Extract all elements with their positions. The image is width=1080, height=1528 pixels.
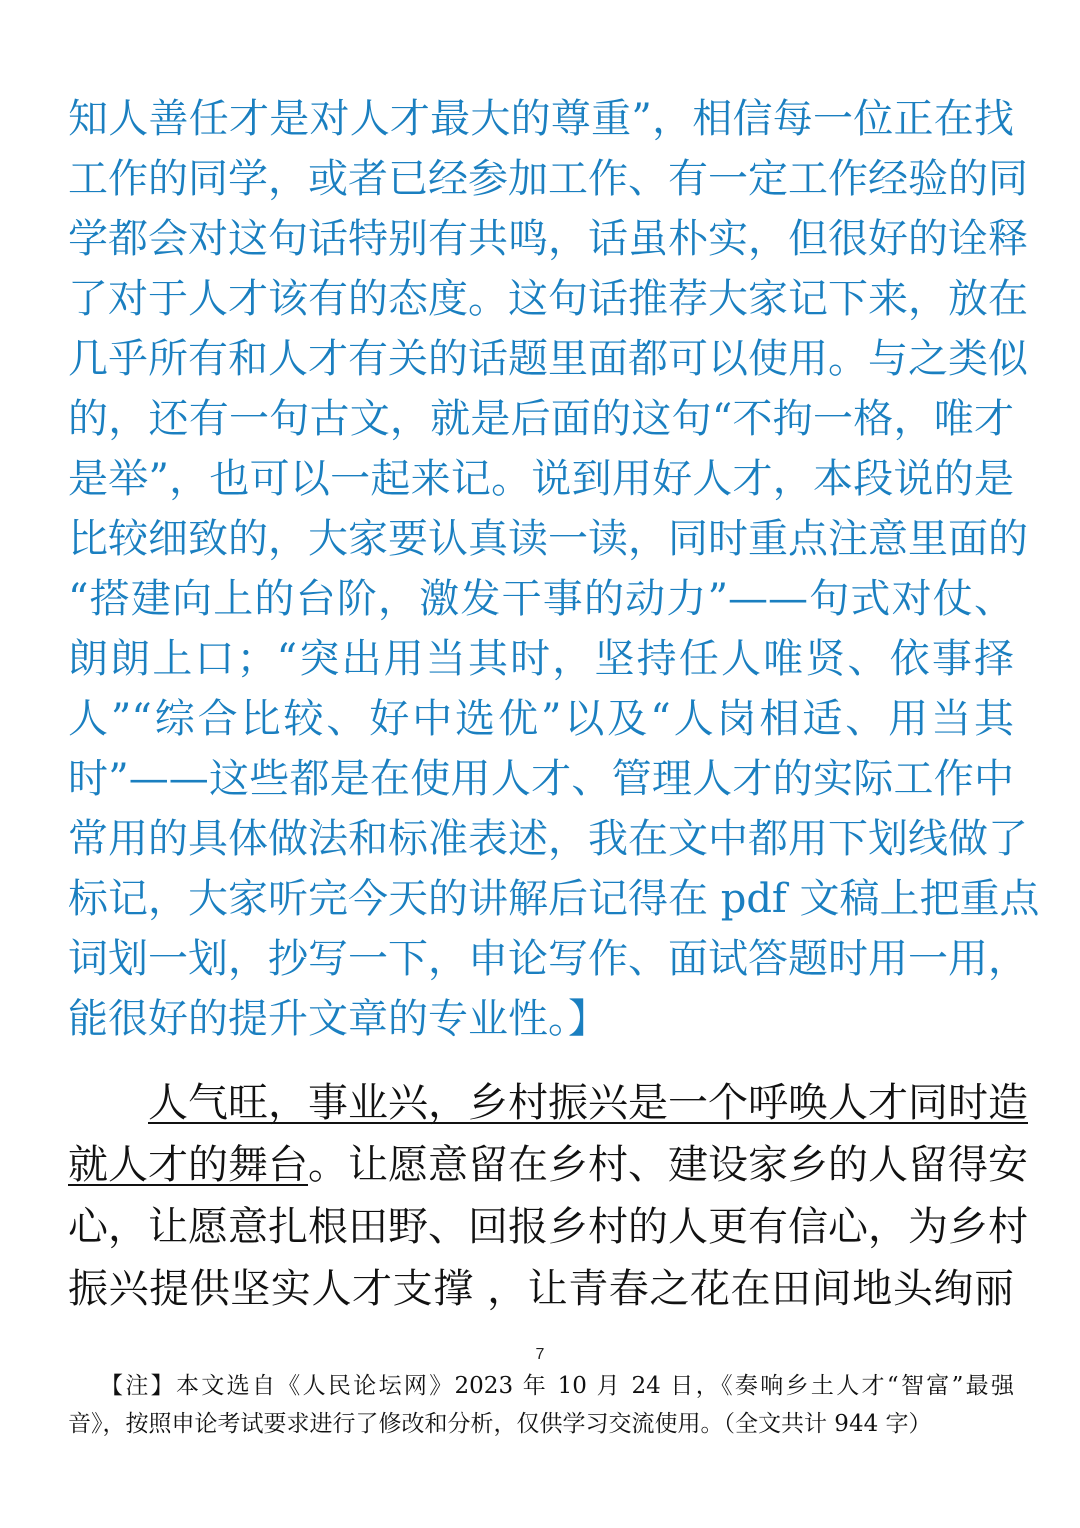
footnote-line-2: 音》，按照申论考试要求进行了修改和分析，仅供学习交流使用。（全文共计 944 字） xyxy=(68,1411,932,1437)
page-number: 7 xyxy=(535,1346,545,1363)
article-line-2-rest: 。让愿意留在乡村、建设家乡的人留得安 xyxy=(308,1142,1028,1188)
analysis-line-11: 人”“综合比较、好中选优”以及“人岗相适、用当其 xyxy=(68,696,1014,742)
analysis-line-10: 朗朗上口；“突出用当其时，坚持任人唯贤、依事择 xyxy=(68,636,1014,682)
analysis-line-13: 常用的具体做法和标准表述，我在文中都用下划线做了 xyxy=(68,816,1028,862)
analysis-line-14: 标记，大家听完今天的讲解后记得在 pdf 文稿上把重点 xyxy=(68,876,1040,922)
analysis-line-7: 是举”，也可以一起来记。说到用好人才，本段说的是 xyxy=(68,456,1014,502)
article-line-1: 人气旺，事业兴，乡村振兴是一个呼唤人才同时造 xyxy=(148,1080,1028,1126)
article-line-2 xyxy=(68,1137,1028,1193)
analysis-line-8: 比较细致的，大家要认真读一读，同时重点注意里面的 xyxy=(68,516,1028,562)
analysis-line-4: 了对于人才该有的态度。这句话推荐大家记下来，放在 xyxy=(68,276,1028,322)
article-line-3: 心，让愿意扎根田野、回报乡村的人更有信心，为乡村 xyxy=(68,1204,1028,1250)
analysis-line-9: “搭建向上的台阶，激发干事的动力”——句式对仗、 xyxy=(68,576,1014,622)
analysis-line-6: 的，还有一句古文，就是后面的这句“不拘一格，唯才 xyxy=(68,396,1014,442)
analysis-line-3: 学都会对这句话特别有共鸣，话虽朴实，但很好的诠释 xyxy=(68,216,1028,262)
analysis-line-16: 能很好的提升文章的专业性。】 xyxy=(68,996,608,1042)
article-underlined-phrase: 就人才的舞台 xyxy=(68,1142,308,1188)
footnote-line-1: 【注】本文选自《人民论坛网》2023 年 10 月 24 日，《奏响乡土人才“智富”最强 xyxy=(100,1373,1014,1399)
analysis-line-2: 工作的同学，或者已经参加工作、有一定工作经验的同 xyxy=(68,156,1028,202)
analysis-line-5: 几乎所有和人才有关的话题里面都可以使用。与之类似 xyxy=(68,336,1028,382)
analysis-line-15: 词划一划，抄写一下，申论写作、面试答题时用一用， xyxy=(68,936,1028,982)
analysis-line-12: 时”——这些都是在使用人才、管理人才的实际工作中 xyxy=(68,756,1014,802)
analysis-line-1: 知人善任才是对人才最大的尊重”，相信每一位正在找 xyxy=(68,96,1014,142)
article-line-4: 振兴提供坚实人才支撑 ，让青春之花在田间地头绚丽 xyxy=(68,1266,1014,1312)
